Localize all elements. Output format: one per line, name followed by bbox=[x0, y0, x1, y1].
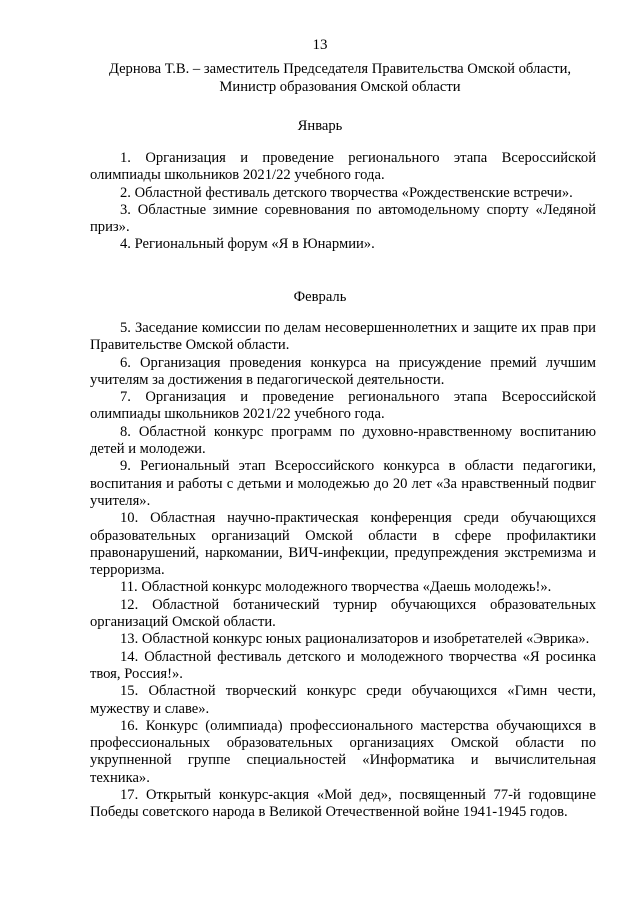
item-text: Заседание комиссии по делам несовершеннолетних и защите их прав при Правительстве Омской области. bbox=[90, 320, 596, 354]
list-item bbox=[90, 579, 596, 596]
list-item bbox=[90, 631, 596, 648]
item-number: 14. bbox=[120, 648, 139, 665]
header-line-1: Дернова Т.В. – заместитель Председателя Правительства Омской области, bbox=[108, 61, 572, 77]
responsible-person-header bbox=[90, 61, 590, 96]
item-number: 11. bbox=[120, 579, 138, 596]
list-item bbox=[90, 458, 596, 510]
month-heading-january: Январь bbox=[297, 118, 343, 134]
list-item bbox=[90, 683, 596, 718]
item-number: 7. bbox=[120, 389, 131, 406]
february-event-list bbox=[90, 320, 596, 822]
month-heading-february: Февраль bbox=[293, 289, 347, 305]
page-number: 13 bbox=[312, 37, 328, 53]
item-text: Областной фестиваль детского и молодежного творчества «Я росинка твоя, Россия!». bbox=[90, 648, 596, 682]
item-number: 8. bbox=[120, 423, 131, 440]
item-number: 10. bbox=[120, 510, 139, 527]
item-number: 9. bbox=[120, 458, 131, 475]
list-item bbox=[90, 185, 596, 202]
item-text: Областные зимние соревнования по автомодельному спорту «Ледяной приз». bbox=[90, 201, 596, 236]
item-text: Организация и проведение регионального этапа Всероссийской олимпиады школьников 2021/22 учебного года. bbox=[90, 389, 596, 423]
item-number: 16. bbox=[120, 717, 139, 734]
item-text: Открытый конкурс-акция «Мой дед», посвященный 77-й годовщине Победы советского народа в Великой Отечественной войне 1941-1945 годов. bbox=[90, 787, 596, 821]
list-item bbox=[90, 597, 596, 632]
item-text: Региональный форум «Я в Юнармии». bbox=[134, 236, 375, 253]
item-text: Областной конкурс программ по духовно-нравственному воспитанию детей и молодежи. bbox=[90, 423, 596, 458]
item-number: 3. bbox=[120, 201, 131, 218]
list-item bbox=[90, 718, 596, 787]
list-item bbox=[90, 389, 596, 424]
item-number: 17. bbox=[120, 787, 139, 804]
item-number: 15. bbox=[120, 683, 139, 700]
item-number: 4. bbox=[120, 236, 131, 253]
list-item bbox=[90, 236, 596, 253]
item-text: Областной конкурс молодежного творчества «Даешь молодежь!». bbox=[141, 579, 552, 596]
item-text: Конкурс (олимпиада) профессионального мастерства обучающихся в профессиональных образовательных организациях Омской области по укрупненной группе специальностей «Информатика и вычислительная техника». bbox=[90, 717, 596, 786]
list-item bbox=[90, 355, 596, 390]
item-text: Организация и проведение регионального этапа Всероссийской олимпиады школьников 2021/22 учебного года. bbox=[90, 150, 596, 184]
list-item bbox=[90, 424, 596, 459]
item-text: Областная научно-практическая конференция среди обучающихся образовательных организаций Омской области в сфере профилактики правонарушений, наркомании, ВИЧ-инфекции, предупреждения экстремизма и терроризма. bbox=[90, 510, 596, 579]
item-text: Областной творческий конкурс среди обучающихся «Гимн чести, мужеству и славе». bbox=[90, 683, 596, 717]
list-item bbox=[90, 320, 596, 355]
list-item bbox=[90, 787, 596, 822]
item-text: Региональный этап Всероссийского конкурса в области педагогики, воспитания и работы с детьми и молодежью до 20 лет «За нравственный подвиг учителя». bbox=[90, 458, 596, 509]
item-number: 6. bbox=[120, 354, 131, 371]
list-item bbox=[90, 649, 596, 684]
header-line-2: Министр образования Омской области bbox=[219, 78, 461, 95]
list-item bbox=[90, 202, 596, 237]
item-text: Областной конкурс юных рационализаторов и изобретателей «Эврика». bbox=[141, 631, 590, 648]
january-event-list bbox=[90, 150, 596, 254]
list-item bbox=[90, 150, 596, 185]
item-text: Областной ботанический турнир обучающихся образовательных организаций Омской области. bbox=[90, 596, 596, 631]
item-text: Областной фестиваль детского творчества «Рождественские встречи». bbox=[134, 184, 573, 201]
item-number: 1. bbox=[120, 150, 131, 166]
item-number: 12. bbox=[120, 596, 139, 613]
list-item bbox=[90, 510, 596, 579]
item-number: 2. bbox=[120, 184, 131, 201]
item-text: Организация проведения конкурса на присуждение премий лучшим учителям за достижения в педагогической деятельности. bbox=[90, 354, 596, 388]
item-number: 13. bbox=[120, 631, 139, 648]
item-number: 5. bbox=[120, 320, 131, 336]
